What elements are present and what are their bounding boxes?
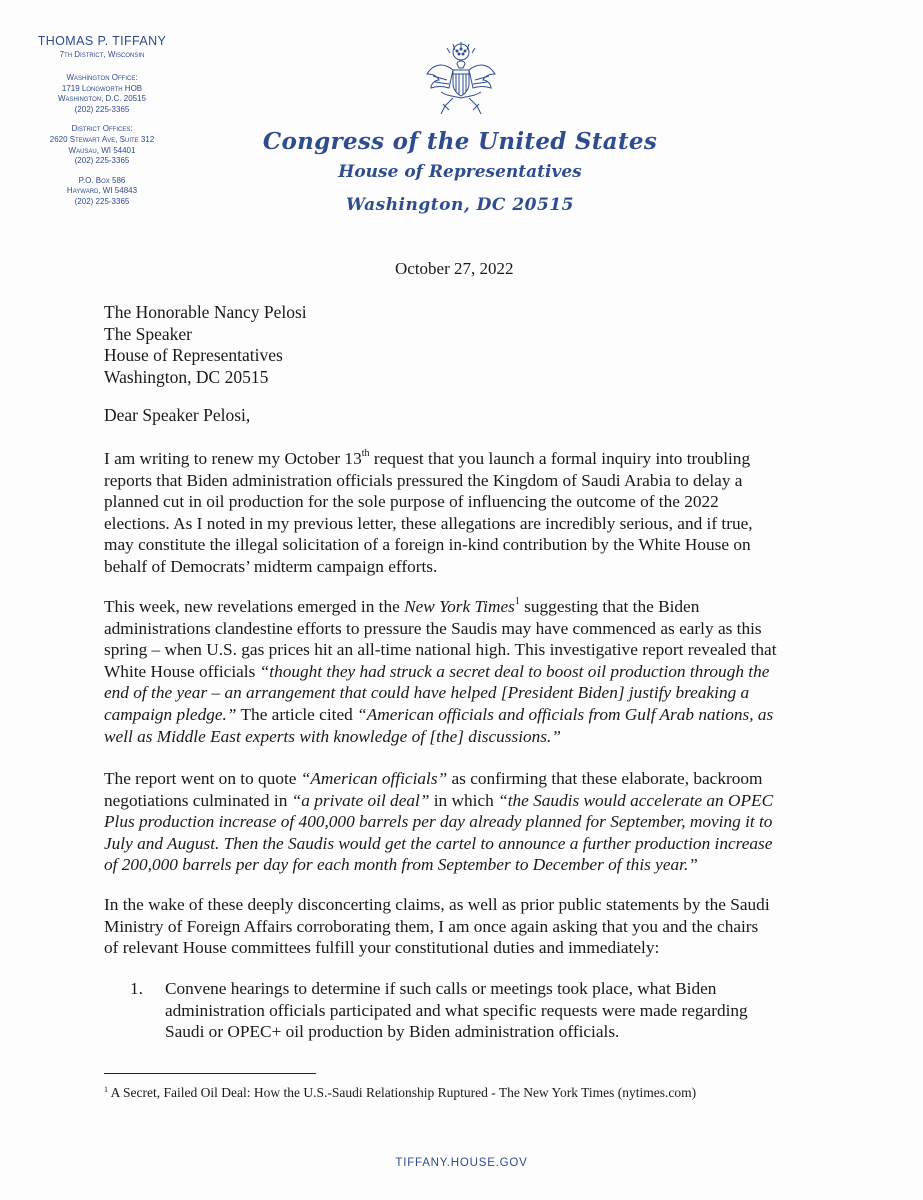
text-line: may constitute the illegal solicitation of a foreign in-kind contribution by the White House on [104, 535, 751, 555]
superscript: th [361, 448, 370, 459]
member-name: THOMAS P. TIFFANY [37, 34, 167, 48]
text-line [104, 596, 824, 618]
quote-run: Plus production increase of 400,000 barrels per day already planned for September, moving it to [104, 812, 773, 832]
quote-run: end of the year – an arrangement that could have helped [President Biden] justify breaking a [104, 683, 750, 703]
district-offices-block [22, 124, 182, 166]
text-line [104, 833, 824, 855]
district-offices-label: District Offices: [71, 124, 133, 134]
quote-run: “American officials” [300, 769, 448, 788]
letterhead-subtitle: House of Representatives [338, 162, 582, 182]
text-line [104, 661, 824, 683]
footnote [104, 1085, 696, 1101]
letterhead-location: Washington, DC 20515 [346, 195, 574, 215]
text-line: planned cut in oil production for the sole purpose of influencing the outcome of the 2022 [104, 492, 719, 512]
text-line: behalf of Democrats’ midterm campaign efforts. [104, 556, 438, 576]
district-office-phone: (202) 225-3365 [74, 156, 130, 166]
text-line: In the wake of these deeply disconcerting claims, as well as prior public statements by the Saudi [104, 895, 770, 914]
footnote-text: A Secret, Failed Oil Deal: How the U.S.-Saudi Relationship Ruptured - The New York Times (nytimes.com) [108, 1085, 697, 1100]
washington-office-address-1: 1719 Longworth HOB [61, 83, 143, 93]
text-run: negotiations culminated in [104, 790, 292, 810]
washington-office-block [22, 73, 182, 115]
footnote-number: 1 [104, 1085, 108, 1094]
po-office-phone: (202) 225-3365 [74, 196, 130, 206]
quote-run: “thought they had struck a secret deal to boost oil production through the [259, 661, 770, 681]
address-line: The Honorable Nancy Pelosi [104, 302, 307, 322]
quote-run: “a private oil deal” [291, 790, 430, 810]
washington-office-address-2: Washington, D.C. 20515 [57, 94, 147, 104]
text-run: The report went on to quote [104, 769, 301, 788]
text-line [104, 704, 824, 726]
recipient-address [104, 302, 307, 388]
text-run: suggesting that the Biden [519, 597, 700, 616]
text-line: Convene hearings to determine if such calls or meetings took place, what Biden [165, 979, 717, 998]
text-line [104, 854, 824, 876]
text-run: request that you launch a formal inquiry into troubling [369, 449, 751, 468]
salutation: Dear Speaker Pelosi, [104, 405, 251, 425]
text-line [104, 448, 824, 470]
text-line: Saudi or OPEC+ oil production by Biden administration officials. [165, 1022, 620, 1042]
district-office-address-2: Wausau, WI 54401 [68, 145, 136, 155]
text-line: Ministry of Foreign Affairs corroborating them, I am once again asking that you and the chairs [104, 916, 759, 936]
member-district: 7th District, Wisconsin [59, 50, 145, 59]
text-line: reports that Biden administration officials pressured the Kingdom of Saudi Arabia to delay a [104, 470, 743, 490]
quote-run: campaign pledge.” [104, 704, 237, 724]
quote-run: well as Middle East experts with knowledge of [the] discussions.” [104, 726, 561, 746]
publication-title: New York Times [404, 597, 515, 616]
text-line: administrations clandestine efforts to pressure the Saudis may have commenced as early as this [104, 618, 762, 638]
text-run: I am writing to renew my October 13 [104, 449, 362, 468]
po-office-address-1: P.O. Box 586 [78, 175, 126, 185]
text-run: in which [429, 790, 499, 810]
washington-office-phone: (202) 225-3365 [74, 104, 130, 114]
paragraph-4 [104, 894, 824, 959]
text-line: of relevant House committees fulfill your constitutional duties and immediately: [104, 938, 660, 958]
text-line [104, 790, 824, 812]
quote-run: “American officials and officials from Gulf Arab nations, as [357, 704, 774, 724]
quote-run: of 200,000 barrels per day for each month from September to December of this year.” [104, 855, 698, 875]
text-line: elections. As I noted in my previous letter, these allegations are incredibly serious, and if true, [104, 513, 753, 533]
text-line: spring – when U.S. gas prices hit an all-time national high. This investigative report revealed that [104, 640, 777, 660]
text-run: This week, new revelations emerged in the [104, 597, 405, 616]
district-office-address-1: 2620 Stewart Ave, Suite 312 [49, 134, 155, 144]
letter-date: October 27, 2022 [395, 259, 514, 278]
text-line [104, 768, 824, 790]
quote-run: “the Saudis would accelerate an OPEC [498, 790, 774, 810]
text-line [104, 682, 824, 704]
text-run: as confirming that these elaborate, backroom [447, 769, 763, 788]
text-run: The article cited [236, 704, 358, 724]
text-run: White House officials [104, 661, 260, 681]
text-line: administration officials participated and what specific requests were made regarding [165, 1000, 748, 1020]
letterhead-title: Congress of the United States [262, 128, 658, 155]
po-office-address-2: Hayward, WI 54843 [66, 186, 138, 196]
text-line [104, 811, 824, 833]
address-line: House of Representatives [104, 345, 283, 365]
footnote-divider [104, 1073, 316, 1074]
paragraph-3 [104, 768, 824, 876]
text-line [104, 726, 824, 748]
address-line: Washington, DC 20515 [104, 366, 269, 387]
website-footer: TIFFANY.HOUSE.GOV [395, 1157, 528, 1169]
quote-run: July and August. Then the Saudis would get the cartel to announce a further production increase [104, 833, 773, 853]
list-item-text [165, 978, 748, 1043]
washington-office-label: Washington Office: [66, 73, 138, 82]
list-number: 1. [130, 979, 143, 998]
great-seal-icon [423, 40, 499, 120]
paragraph-1 [104, 448, 824, 578]
paragraph-2 [104, 596, 824, 747]
letterhead-contact-column [22, 34, 182, 217]
address-line: The Speaker [104, 323, 192, 344]
footnote-reference: 1 [514, 596, 520, 607]
po-office-block [22, 176, 182, 208]
